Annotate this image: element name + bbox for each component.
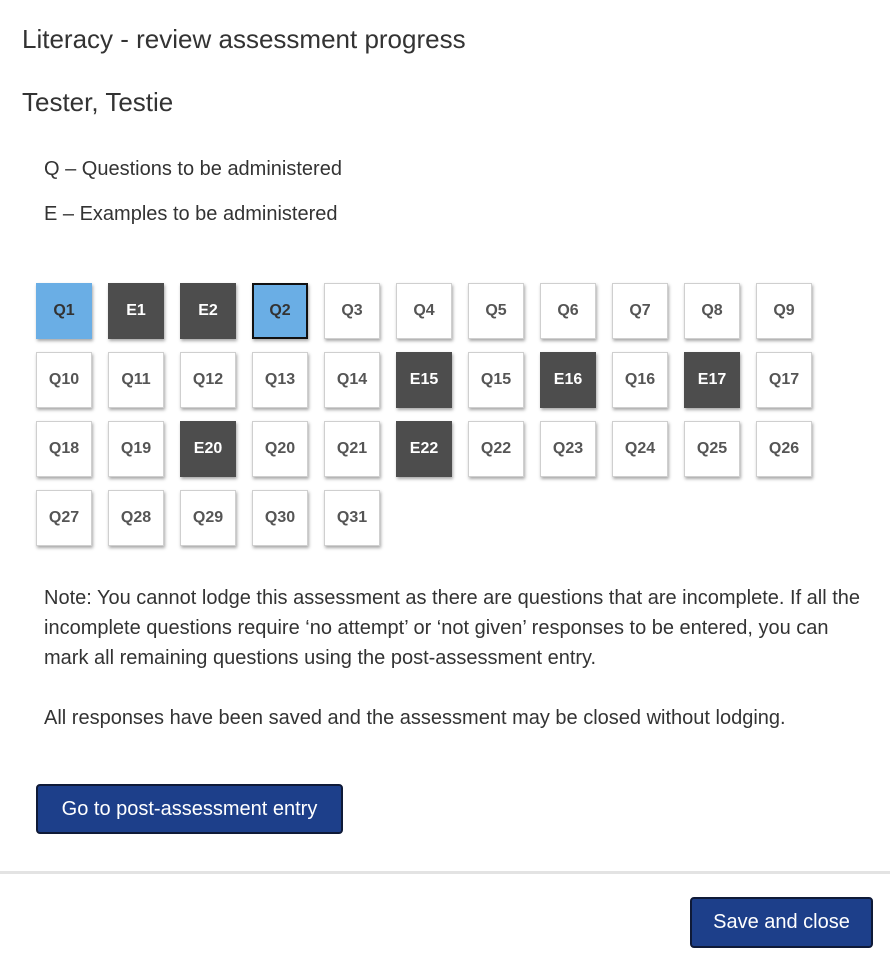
- save-and-close-button[interactable]: Save and close: [690, 897, 873, 948]
- tile-e22[interactable]: E22: [396, 421, 452, 477]
- tile-q1[interactable]: Q1: [36, 283, 92, 339]
- tile-q2[interactable]: Q2: [252, 283, 308, 339]
- tile-q30[interactable]: Q30: [252, 490, 308, 546]
- legend-questions: Q – Questions to be administered: [44, 158, 342, 180]
- tile-e20[interactable]: E20: [180, 421, 236, 477]
- tile-e17[interactable]: E17: [684, 352, 740, 408]
- tile-e1[interactable]: E1: [108, 283, 164, 339]
- tile-q19[interactable]: Q19: [108, 421, 164, 477]
- tile-q24[interactable]: Q24: [612, 421, 668, 477]
- tile-q22[interactable]: Q22: [468, 421, 524, 477]
- incomplete-note: Note: You cannot lodge this assessment as there are questions that are incomplete. If all the incomplete questions require ‘no attempt’ or ‘not given’ responses to be entered, you can mark all remaining questions using the post-assessment entry.: [44, 587, 861, 669]
- tile-q13[interactable]: Q13: [252, 352, 308, 408]
- tile-q27[interactable]: Q27: [36, 490, 92, 546]
- page-title: Literacy - review assessment progress: [22, 24, 466, 54]
- tile-q9[interactable]: Q9: [756, 283, 812, 339]
- tile-e16[interactable]: E16: [540, 352, 596, 408]
- tile-e15[interactable]: E15: [396, 352, 452, 408]
- tile-q4[interactable]: Q4: [396, 283, 452, 339]
- tile-q26[interactable]: Q26: [756, 421, 812, 477]
- tile-q25[interactable]: Q25: [684, 421, 740, 477]
- tile-q29[interactable]: Q29: [180, 490, 236, 546]
- tile-q21[interactable]: Q21: [324, 421, 380, 477]
- tile-q12[interactable]: Q12: [180, 352, 236, 408]
- tile-q18[interactable]: Q18: [36, 421, 92, 477]
- tile-q23[interactable]: Q23: [540, 421, 596, 477]
- tile-q15[interactable]: Q15: [468, 352, 524, 408]
- tile-q8[interactable]: Q8: [684, 283, 740, 339]
- tile-e2[interactable]: E2: [180, 283, 236, 339]
- tile-q3[interactable]: Q3: [324, 283, 380, 339]
- tile-q17[interactable]: Q17: [756, 352, 812, 408]
- tile-q28[interactable]: Q28: [108, 490, 164, 546]
- saved-note: All responses have been saved and the assessment may be closed without lodging.: [44, 707, 786, 729]
- tile-q11[interactable]: Q11: [108, 352, 164, 408]
- tile-q20[interactable]: Q20: [252, 421, 308, 477]
- question-grid: [36, 283, 816, 546]
- tile-q5[interactable]: Q5: [468, 283, 524, 339]
- post-assessment-entry-button[interactable]: Go to post-assessment entry: [36, 784, 343, 834]
- student-name: Tester, Testie: [22, 87, 174, 117]
- tile-q7[interactable]: Q7: [612, 283, 668, 339]
- tile-q6[interactable]: Q6: [540, 283, 596, 339]
- tile-q14[interactable]: Q14: [324, 352, 380, 408]
- tile-q10[interactable]: Q10: [36, 352, 92, 408]
- footer-divider: [0, 871, 890, 874]
- tile-q16[interactable]: Q16: [612, 352, 668, 408]
- tile-q31[interactable]: Q31: [324, 490, 380, 546]
- legend-examples: E – Examples to be administered: [44, 203, 338, 225]
